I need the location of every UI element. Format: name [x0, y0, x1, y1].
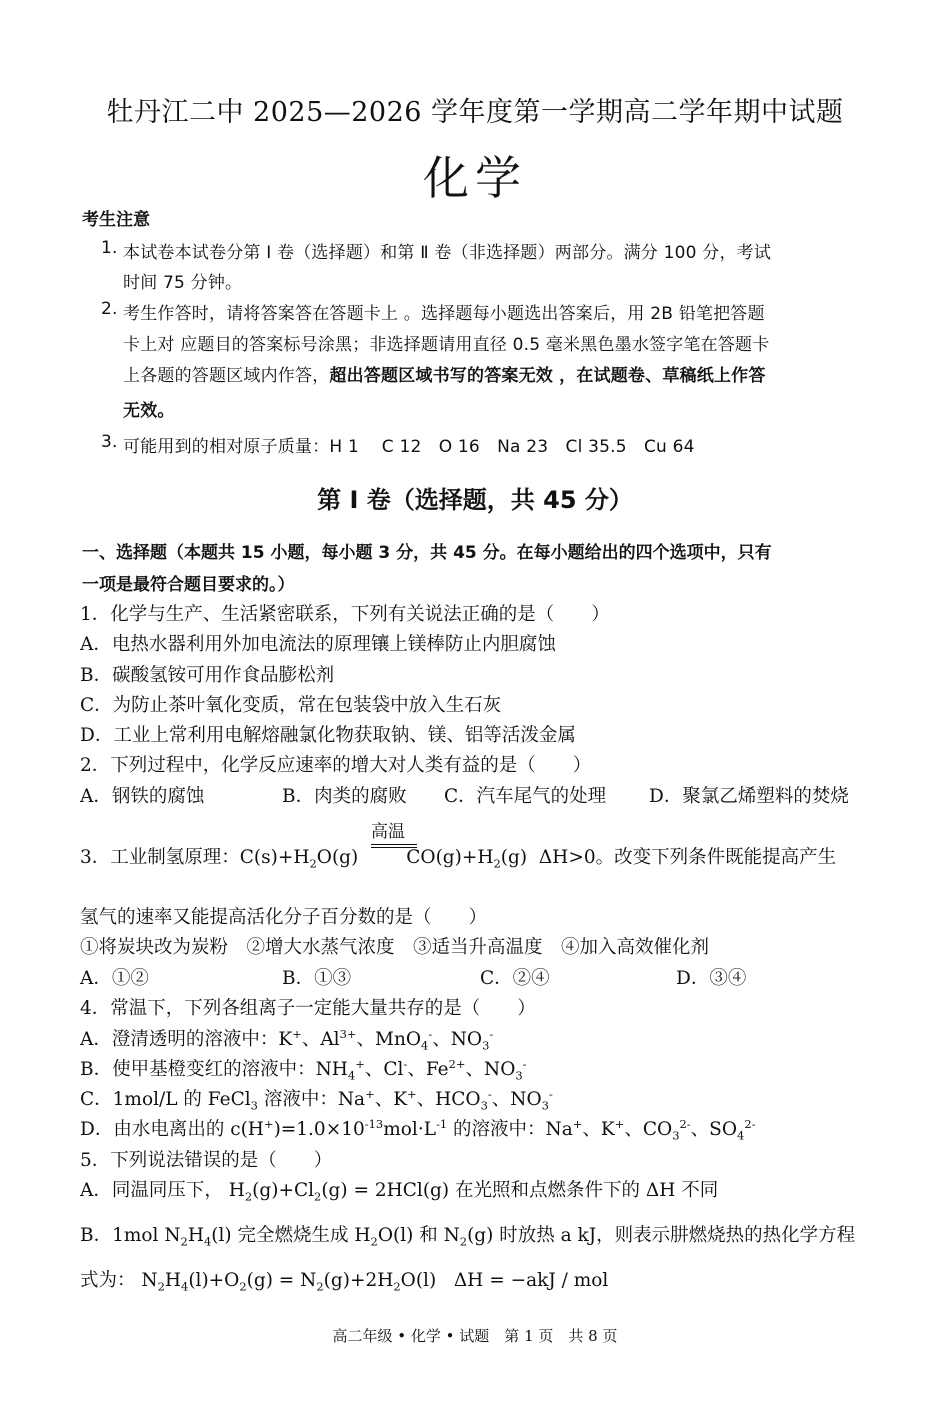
option-c: C．②④: [480, 968, 550, 989]
condition-list: ①将炭块改为炭粉 ②增大水蒸气浓度 ③适当升高温度 ④加入高效催化剂: [80, 937, 710, 958]
notice-item-number: 3.: [101, 432, 118, 452]
notice-bold-warning: 无效。: [123, 401, 175, 421]
option-a: A．同温同压下， $H_2(g)+Cl_2(g) = 2HCl(g)$ 在光照和点燃条件下的 ΔH 不同: [80, 1180, 719, 1204]
exam-title: 牡丹江二中 2025—2026 学年度第一学期高二学年期中试题: [106, 97, 844, 128]
option-a: A．澄清透明的溶液中：K+、$Al^{3+}$、MnO$_4$-、$NO_3^-$: [80, 1026, 494, 1053]
question-stem: 氢气的速率又能提高活化分子百分数的是（ ）: [80, 907, 488, 928]
option-a: A．①②: [80, 968, 149, 989]
question-stem: [80, 843, 836, 871]
option-b: B．碳酸氢铵可用作食品膨松剂: [80, 665, 335, 686]
option-b: B．①③: [282, 968, 352, 989]
option-b: B．使甲基橙变红的溶液中：$NH_4^+$、Cl-、$Fe^{2+}$、$NO_3^-$: [80, 1056, 527, 1083]
notice-item-line: 时间 75 分钟。: [123, 273, 243, 293]
notice-item-number: 2.: [101, 299, 118, 319]
question-prefix: 3．工业制氢原理：: [80, 847, 240, 868]
option-b: B．1mol $N_2H_4(l)$ 完全燃烧生成 $H_2O(l)$ 和 $N_2(g)$ 时放热 a kJ，则表示肼燃烧热的热化学方程: [80, 1225, 856, 1249]
section-title: 第 Ⅰ 卷（选择题，共 45 分）: [317, 486, 633, 514]
question-suffix: 。改变下列条件既能提高产生: [595, 847, 837, 868]
option-c: C．汽车尾气的处理: [444, 786, 607, 807]
option-c: C．为防止茶叶氧化变质，常在包装袋中放入生石灰: [80, 695, 502, 716]
page-footer: 高二年级 • 化学 • 试题 第 1 页 共 8 页: [332, 1327, 618, 1345]
part-instruction: 一、选择题（本题共 15 小题，每小题 3 分，共 45 分。在每小题给出的四个选项中，只有: [82, 543, 772, 563]
notice-item-line: 可能用到的相对原子质量：H 1 C 12 O 16 Na 23 Cl 35.5 Cu 64: [123, 437, 695, 457]
option-d: D．工业上常利用电解熔融氯化物获取钠、镁、铝等活泼金属: [80, 725, 576, 746]
option-d: D．③④: [676, 968, 747, 989]
notice-item-line: [123, 361, 766, 386]
question-stem: 2．下列过程中，化学反应速率的增大对人类有益的是（ ）: [80, 755, 592, 776]
notice-heading: 考生注意: [82, 210, 150, 230]
reaction-condition: 高温: [371, 822, 405, 842]
notice-item-line: 本试卷本试卷分第 Ⅰ 卷（选择题）和第 Ⅱ 卷（非选择题）两部分。满分 100 分，考试: [123, 243, 772, 263]
option-a: A．钢铁的腐蚀: [80, 786, 205, 807]
option-a: A．电热水器利用外加电流法的原理镶上镁棒防止内胆腐蚀: [80, 634, 556, 655]
option-d: D．聚氯乙烯塑料的焚烧: [649, 786, 849, 807]
notice-bold-warning: 超出答题区域书写的答案无效 ，在试题卷、草稿纸上作答: [329, 366, 766, 386]
part-instruction: 一项是最符合题目要求的。）: [82, 575, 295, 595]
question-stem: 4．常温下，下列各组离子一定能大量共存的是（ ）: [80, 998, 536, 1019]
option-d: D．由水电离出的 $c(H^+)=1.0\times 10^{-13}mol\cdot L^{-1}$ 的溶液中：Na+、K+、$CO_3^{2-}$、$SO_4^{2-}$: [80, 1116, 756, 1143]
notice-normal-text: 上各题的答题区域内作答，: [123, 366, 330, 386]
subject-title: 化学: [423, 151, 527, 205]
option-b: B．肉类的腐败: [282, 786, 407, 807]
notice-item-line: 卡上对 应题目的答案标号涂黑；非选择题请用直径 0.5 毫米黑色墨水签字笔在答题卡: [123, 335, 770, 355]
notice-item-line: 考生作答时，请将答案答在答题卡上 。选择题每小题选出答案后，用 2B 铅笔把答题: [123, 304, 765, 324]
question-stem: 1．化学与生产、生活紧密联系，下列有关说法正确的是（ ）: [80, 604, 610, 625]
reaction-equation: $C(s)+H_2O(g)$ $CO(g)+H_2(g)$ ΔH>0: [239, 847, 596, 871]
option-b-continued: 式为： $N_2H_4(l)+O_2(g) = N_2(g)+2H_2O(l) \Delta H = -akJ$ / mol: [80, 1270, 609, 1294]
notice-item-number: 1.: [101, 238, 118, 258]
option-c: C．1mol/L 的 FeCl$_3$ 溶液中：Na+、K+、$HCO_3^-$、$NO_3^-$: [80, 1086, 553, 1113]
question-stem: 5．下列说法错误的是（ ）: [80, 1150, 333, 1171]
